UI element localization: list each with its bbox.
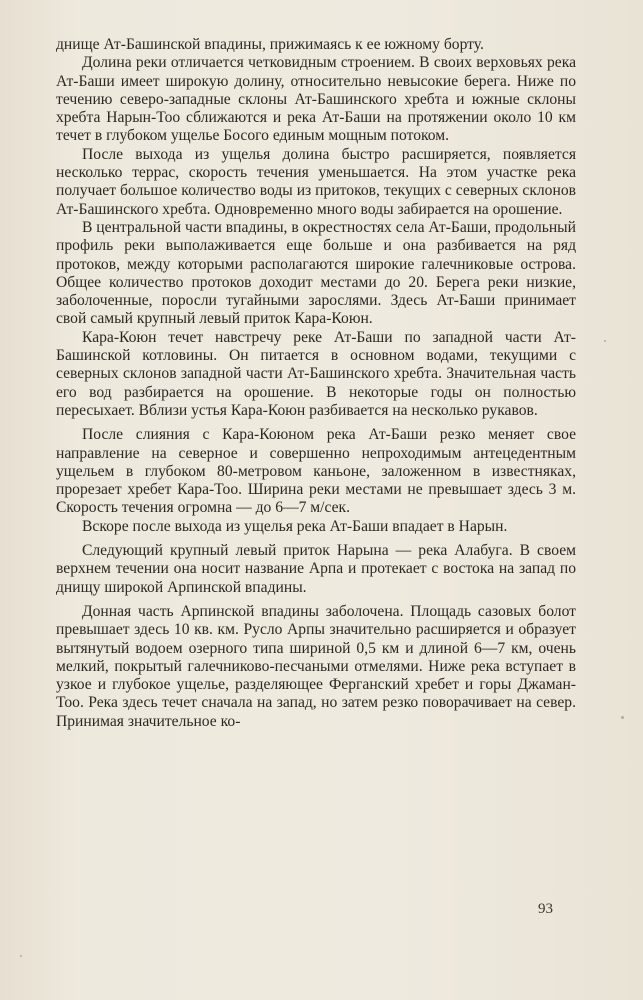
paper-speck bbox=[604, 340, 606, 342]
paragraph-8: Следующий крупный левый приток Нарына — река Алабуга. В своем верхнем течении она носит название Арпа и протекает с востока на запад по днищу широкой Арпинской впадины. bbox=[56, 542, 576, 596]
paragraph-7: Вскоре после выхода из ущелья река Ат-Баши впадает в Нарын. bbox=[82, 517, 508, 535]
paragraph-5: Кара-Коюн течет навстречу реке Ат-Баши по западной части Ат-Башинской котловины. Он питается в основном водами, текущими с северных склонов западной части Ат-Башинского хребта. Значительная часть его вод разбирается на орошение. В некоторые годы он полностью пересыхает. Вблизи устья Кара-Коюн разбивается на несколько рукавов. bbox=[56, 328, 576, 419]
paper-speck bbox=[20, 955, 22, 957]
paragraph-3: После выхода из ущелья долина быстро расширяется, появляется несколько террас, скорость течения уменьшается. На этом участке река получает большое количество воды из притоков, текущих с северных склонов Ат-Башинского хребта. Одновременно много воды забирается на орошение. bbox=[56, 145, 576, 218]
page-number: 93 bbox=[538, 901, 553, 917]
paragraph-1: днище Ат-Башинской впадины, прижимаясь к ее южному борту. bbox=[56, 36, 484, 53]
paper-speck bbox=[621, 716, 624, 719]
paragraph-6: После слияния с Кара-Коюном река Ат-Баши резко меняет свое направление на северное и совершенно непроходимым антецедентным ущельем в глубоком 80-метровом каньоне, заложенном в известняках, прорезает хребет Кара-Тоо. Ширина реки местами не превышает здесь 3 м. Скорость течения огромна — до 6—7 м/сек. bbox=[56, 426, 576, 517]
paragraph-2: Долина реки отличается четковидным строением. В своих верховьях река Ат-Баши имеет широкую долину, относительно невысокие берега. Ниже по течению северо-западные склоны Ат-Башинского хребта и южные склоны хребта Нарын-Тоо сближаются и река Ат-Баши на протяжении около 10 км течет в глубоком ущелье Босого единым мощным потоком. bbox=[56, 54, 576, 145]
paragraph-9: Донная часть Арпинской впадины заболочена. Площадь сазовых болот превышает здесь 10 кв. км. Русло Арпы значительно расширяется и образует вытянутый водоем озерного типа шириной 0,5 км и длиной 6—7 км, очень мелкий, покрытый галечниково-песчаными отмелями. Ниже река вступает в узкое и глубокое ущелье, разделяющее Ферганский хребет и горы Джаман-Тоо. Река здесь течет сначала на запад, но затем резко поворачивает на север. Принимая значительное ко- bbox=[56, 602, 576, 730]
body-text bbox=[56, 36, 576, 731]
paragraph-4: В центральной части впадины, в окрестностях села Ат-Баши, продольный профиль реки выполаживается еще больше и она разбивается на ряд протоков, между которыми располагаются широкие галечниковые острова. Общее количество протоков доходит местами до 20. Берега реки низкие, заболоченные, поросли тугайными зарослями. Здесь Ат-Баши принимает свой самый крупный левый приток Кара-Коюн. bbox=[56, 218, 576, 328]
